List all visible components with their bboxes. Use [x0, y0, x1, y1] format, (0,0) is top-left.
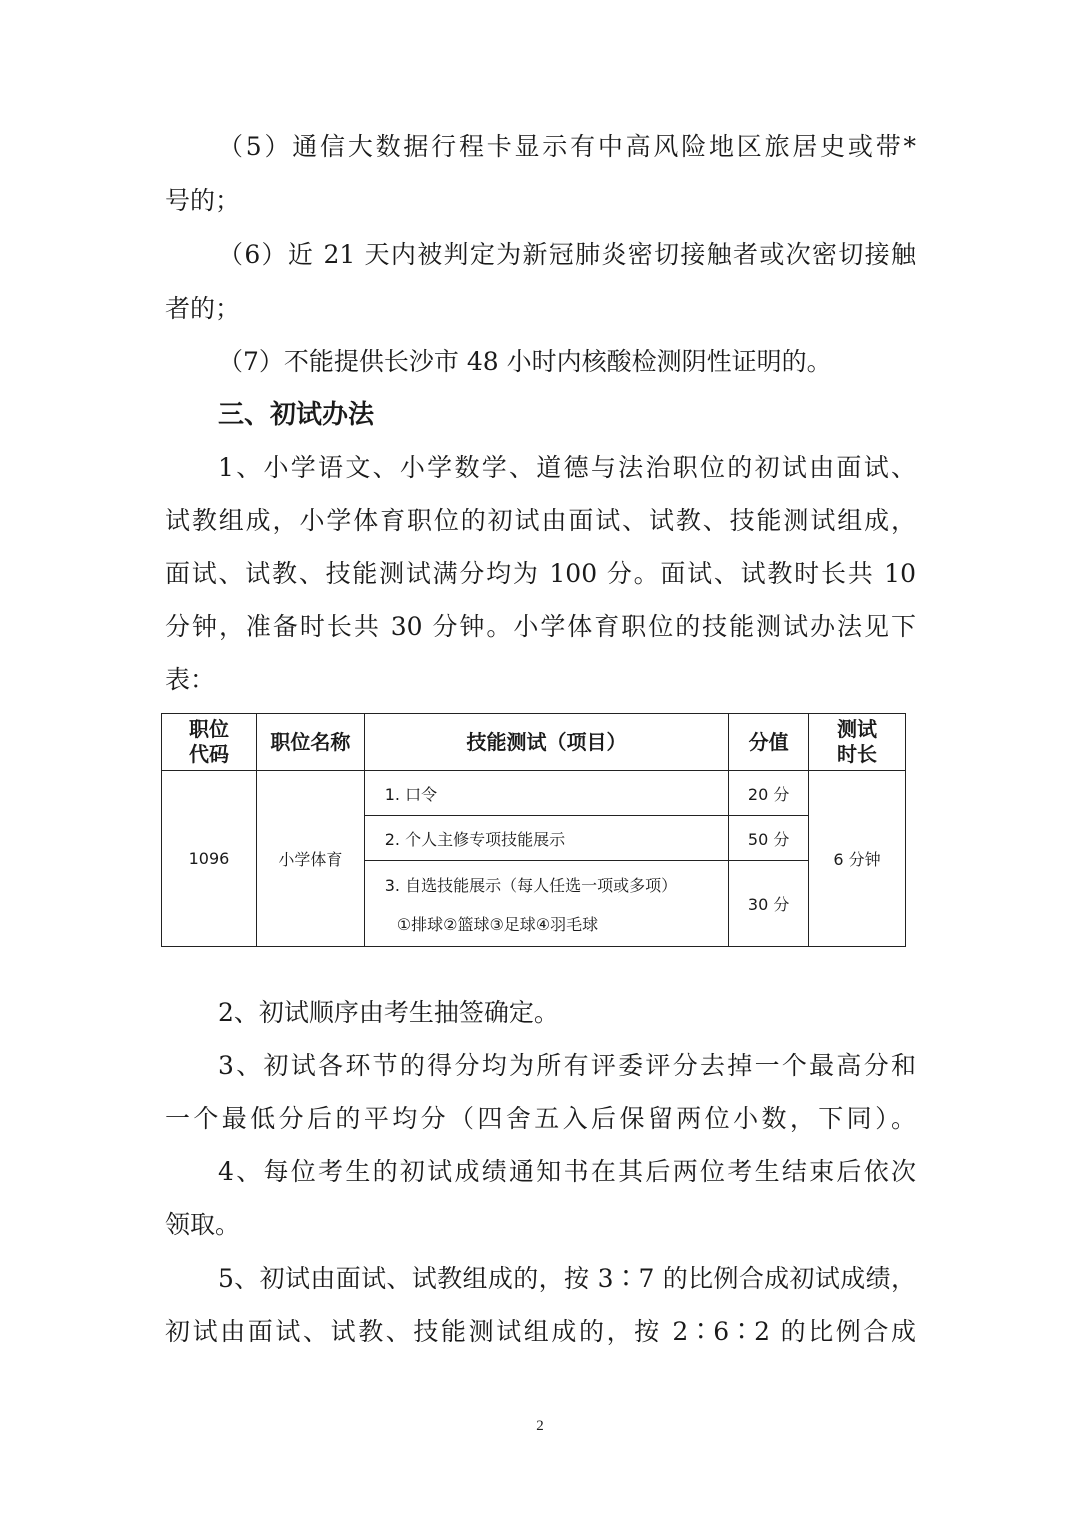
- item3-line2: 一个最低分后的平均分（四舍五入后保留两位小数，下同）。: [165, 1104, 916, 1133]
- table-row: [162, 771, 906, 816]
- paragraph-7: （7）不能提供长沙市 48 小时内核酸检测阴性证明的。: [218, 347, 832, 376]
- header-position-name: 职位名称: [256, 714, 364, 771]
- paragraph-6-line1: （6）近 21 天内被判定为新冠肺炎密切接触者或次密切接触: [218, 240, 916, 269]
- cell-duration: 6 分钟: [809, 771, 906, 947]
- cell-score-3: 30 分: [729, 861, 809, 947]
- item5-line1: 5、初试由面试、试教组成的，按 3∶7 的比例合成初试成绩，: [218, 1264, 916, 1293]
- page-number: 2: [536, 1418, 544, 1434]
- header-duration-line2: 时长: [837, 742, 878, 766]
- item2-line1: 2、初试顺序由考生抽签确定。: [218, 998, 559, 1027]
- cell-skill-item-3: [364, 861, 728, 947]
- header-code-line2: 代码: [188, 742, 229, 766]
- item1-line3: 面试、试教、技能测试满分均为 100 分。面试、试教时长共 10: [165, 559, 916, 588]
- paragraph-5-line2: 号的；: [165, 186, 241, 215]
- item4-line2: 领取。: [165, 1210, 241, 1239]
- paragraph-5-line1: （5）通信大数据行程卡显示有中高风险地区旅居史或带*: [218, 132, 916, 161]
- header-code-line1: 职位: [188, 717, 229, 741]
- item4-line1: 4、每位考生的初试成绩通知书在其后两位考生结束后依次: [218, 1157, 916, 1186]
- header-position-code: [162, 714, 257, 771]
- header-score: 分值: [729, 714, 809, 771]
- skill-test-table: [161, 713, 906, 947]
- cell-skill-item-1: 1. 口令: [364, 771, 728, 816]
- item1-line4: 分钟，准备时长共 30 分钟。小学体育职位的技能测试办法见下: [165, 612, 916, 641]
- skill-item-3-options: ①排球②篮球③足球④羽毛球: [396, 914, 599, 934]
- item3-line1: 3、初试各环节的得分均为所有评委评分去掉一个最高分和: [218, 1051, 916, 1080]
- section-heading: 三、初试办法: [218, 400, 375, 430]
- cell-position-name: 小学体育: [256, 771, 364, 947]
- paragraph-6-line2: 者的；: [165, 294, 241, 323]
- cell-score-1: 20 分: [729, 771, 809, 816]
- cell-skill-item-2: 2. 个人主修专项技能展示: [364, 816, 728, 861]
- header-skill-test: 技能测试（项目）: [364, 714, 728, 771]
- item1-line1: 1、小学语文、小学数学、道德与法治职位的初试由面试、: [218, 453, 916, 482]
- item1-line5: 表：: [165, 665, 216, 694]
- item1-line2: 试教组成，小学体育职位的初试由面试、试教、技能测试组成，: [165, 506, 916, 535]
- item5-line2: 初试由面试、试教、技能测试组成的，按 2∶6∶2 的比例合成: [165, 1317, 916, 1346]
- header-duration-line1: 测试: [837, 717, 878, 741]
- header-duration: [809, 714, 906, 771]
- table-header-row: [162, 714, 906, 771]
- cell-score-2: 50 分: [729, 816, 809, 861]
- skill-item-3-text: 3. 自选技能展示（每人任选一项或多项）: [384, 875, 678, 895]
- cell-position-code: 1096: [162, 771, 257, 947]
